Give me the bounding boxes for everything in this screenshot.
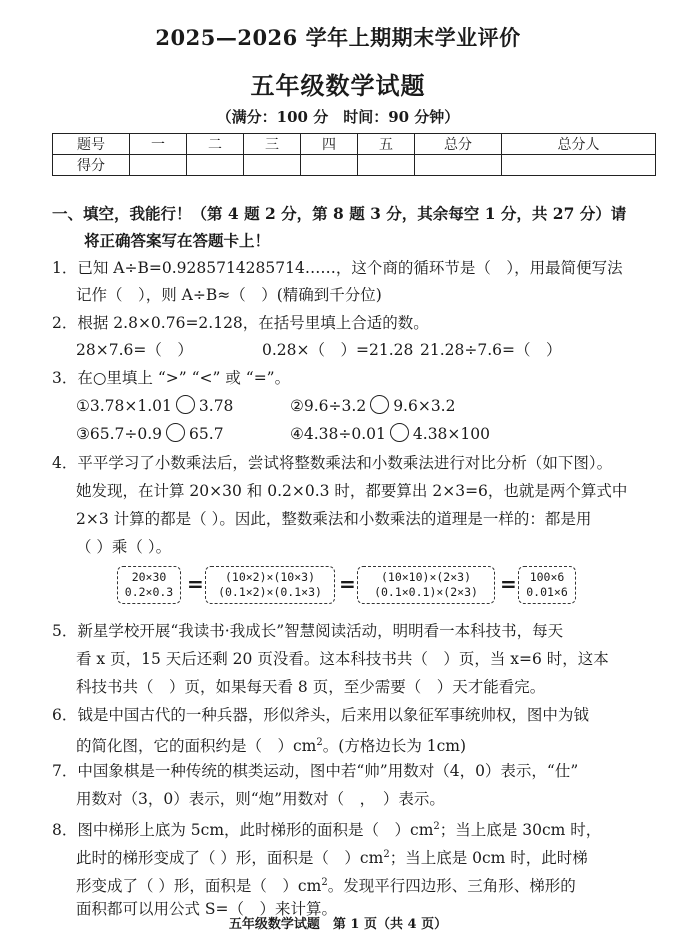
score-table-header-row (53, 134, 656, 155)
q6-line1: 6．钺是中国古代的一种兵器，形似斧头，后来用以象征军事统帅权，图中为钺 (52, 706, 589, 724)
exam-title: 2025—2026 学年上期期末学业评价 (155, 25, 521, 50)
score-input-cell[interactable] (130, 155, 187, 176)
q4-line2: 她发现，在计算 20×30 和 0.2×0.3 时，都要算出 2×3=6，也就是两个算式中 (76, 482, 628, 500)
score-cell: 四 (301, 134, 358, 155)
q2-item-c: 21.28÷7.6=（ ） (420, 341, 562, 359)
exam-subtitle: 五年级数学试题 (250, 71, 426, 100)
q4-line4: （ ）乘（ ）。 (76, 538, 172, 556)
q3-item-d (290, 423, 490, 445)
superscript: 2 (321, 877, 328, 888)
superscript: 2 (316, 737, 323, 748)
q4-line3: 2×3 计算的都是（ ）。因此，整数乘法和小数乘法的道理是一样的：都是用 (76, 510, 592, 528)
q5-line1: 5．新星学校开展“我读书·我成长”智慧阅读活动，明明看一本科技书，每天 (52, 622, 564, 640)
box3-bottom: (0.1×0.1)×(2×3) (374, 585, 478, 599)
superscript: 2 (433, 821, 440, 832)
box2-bottom: (0.1×2)×(0.1×3) (218, 585, 322, 599)
q3-b-left: ②9.6÷3.2 (290, 397, 367, 415)
q3-d-right: 4.38×100 (412, 425, 490, 443)
q7-line2: 用数对（3，0）表示，则“炮”用数对（ ， ）表示。 (76, 790, 445, 808)
box1-top: 20×30 (131, 570, 167, 584)
compare-circle[interactable] (166, 423, 185, 442)
q4-line1: 4．平平学习了小数乘法后，尝试将整数乘法和小数乘法进行对比分析（如下图）。 (52, 454, 613, 472)
q5-line3: 科技书共（ ）页，如果每天看 8 页，至少需要（ ）天才能看完。 (76, 678, 546, 696)
score-cell: 得分 (53, 155, 130, 176)
equals-sign: = (187, 572, 204, 596)
section1-heading: 一、填空，我能行！（第 4 题 2 分，第 8 题 3 分，其余每空 1 分，共 27 分）请 (52, 204, 627, 223)
q8-line1-b: ；当上底是 30cm 时， (439, 821, 602, 840)
q6-line2-b: 。(方格边长为 1cm) (322, 737, 467, 756)
compare-circle[interactable] (176, 395, 195, 414)
box3-top: (10×10)×(2×3) (380, 570, 471, 584)
q3-item-b (290, 395, 455, 417)
q2-item-a: 28×7.6=（ ） (76, 341, 193, 359)
exam-info: （满分：100 分 时间：90 分钟） (216, 108, 460, 126)
score-cell: 总分人 (502, 134, 656, 155)
equals-sign: = (339, 572, 356, 596)
diagram-box-2 (205, 566, 335, 604)
score-cell: 三 (244, 134, 301, 155)
q5-line2: 看 x 页，15 天后还剩 20 页没看。这本科技书共（ ）页，当 x=6 时，这本 (76, 650, 609, 668)
q3-item-a (76, 395, 233, 417)
q8-line3-a: 形变成了（ ）形，面积是（ ）cm (76, 877, 322, 896)
score-input-cell[interactable] (301, 155, 358, 176)
diagram-box-3 (357, 566, 495, 604)
score-cell: 二 (187, 134, 244, 155)
score-input-cell[interactable] (502, 155, 656, 176)
q8-line1-a: 8．图中梯形上底为 5cm，此时梯形的面积是（ ）cm (52, 821, 434, 840)
score-input-cell[interactable] (358, 155, 415, 176)
q3-c-right: 65.7 (189, 425, 224, 443)
score-input-cell[interactable] (244, 155, 301, 176)
diagram-box-4 (518, 566, 576, 604)
equals-sign: = (500, 572, 517, 596)
superscript: 2 (383, 849, 390, 860)
score-cell: 一 (130, 134, 187, 155)
q3-a-left: ①3.78×1.01 (76, 397, 172, 415)
q8-line3-b: 。发现平行四边形、三角形、梯形的 (327, 877, 576, 896)
score-table (52, 133, 656, 176)
q6-line2 (76, 732, 466, 757)
score-input-cell[interactable] (187, 155, 244, 176)
q8-line4: 面积都可以用公式 S=（ ）来计算。 (76, 900, 338, 918)
page-footer: 五年级数学试题 第 1 页（共 4 页） (228, 917, 448, 932)
section1-heading-cont: 将正确答案写在答题卡上！ (84, 231, 271, 250)
q1-line2: 记作（ ），则 A÷B≈（ ）(精确到千分位) (76, 286, 382, 304)
q8-line2-b: ；当上底是 0cm 时，此时梯 (389, 849, 588, 868)
q3-d-left: ④4.38÷0.01 (290, 425, 386, 443)
score-table-score-row (53, 155, 656, 176)
q3-c-left: ③65.7÷0.9 (76, 425, 163, 443)
q8-line1 (52, 816, 601, 841)
q3-item-c (76, 423, 224, 445)
score-cell: 五 (358, 134, 415, 155)
q8-line2-a: 此时的梯形变成了（ ）形，面积是（ ）cm (76, 849, 384, 868)
score-cell: 总分 (415, 134, 502, 155)
q8-line2 (76, 844, 588, 869)
q2-item-b: 0.28×（ ）=21.28 (262, 341, 414, 359)
diagram-box-1 (117, 566, 181, 604)
box4-bottom: 0.01×6 (526, 585, 568, 599)
q1-line1: 1．已知 A÷B=0.9285714285714……，这个商的循环节是（ ），用最简便写法 (52, 259, 623, 277)
q3-a-right: 3.78 (198, 397, 234, 415)
q6-line2-a: 的简化图，它的面积约是（ ）cm (76, 737, 317, 756)
box4-top: 100×6 (529, 570, 565, 584)
q2-line1: 2．根据 2.8×0.76=2.128，在括号里填上合适的数。 (52, 314, 429, 332)
score-input-cell[interactable] (415, 155, 502, 176)
box2-top: (10×2)×(10×3) (224, 570, 315, 584)
q7-line1: 7．中国象棋是一种传统的棋类运动，图中若“帅”用数对（4，0）表示，“仕” (52, 762, 579, 780)
compare-circle[interactable] (370, 395, 389, 414)
q8-line3 (76, 872, 576, 897)
q3-b-right: 9.6×3.2 (393, 397, 456, 415)
box1-bottom: 0.2×0.3 (124, 585, 174, 599)
score-cell: 题号 (53, 134, 130, 155)
q3-line1: 3．在○里填上 “>” “<” 或 “=”。 (52, 369, 291, 387)
compare-circle[interactable] (390, 423, 409, 442)
